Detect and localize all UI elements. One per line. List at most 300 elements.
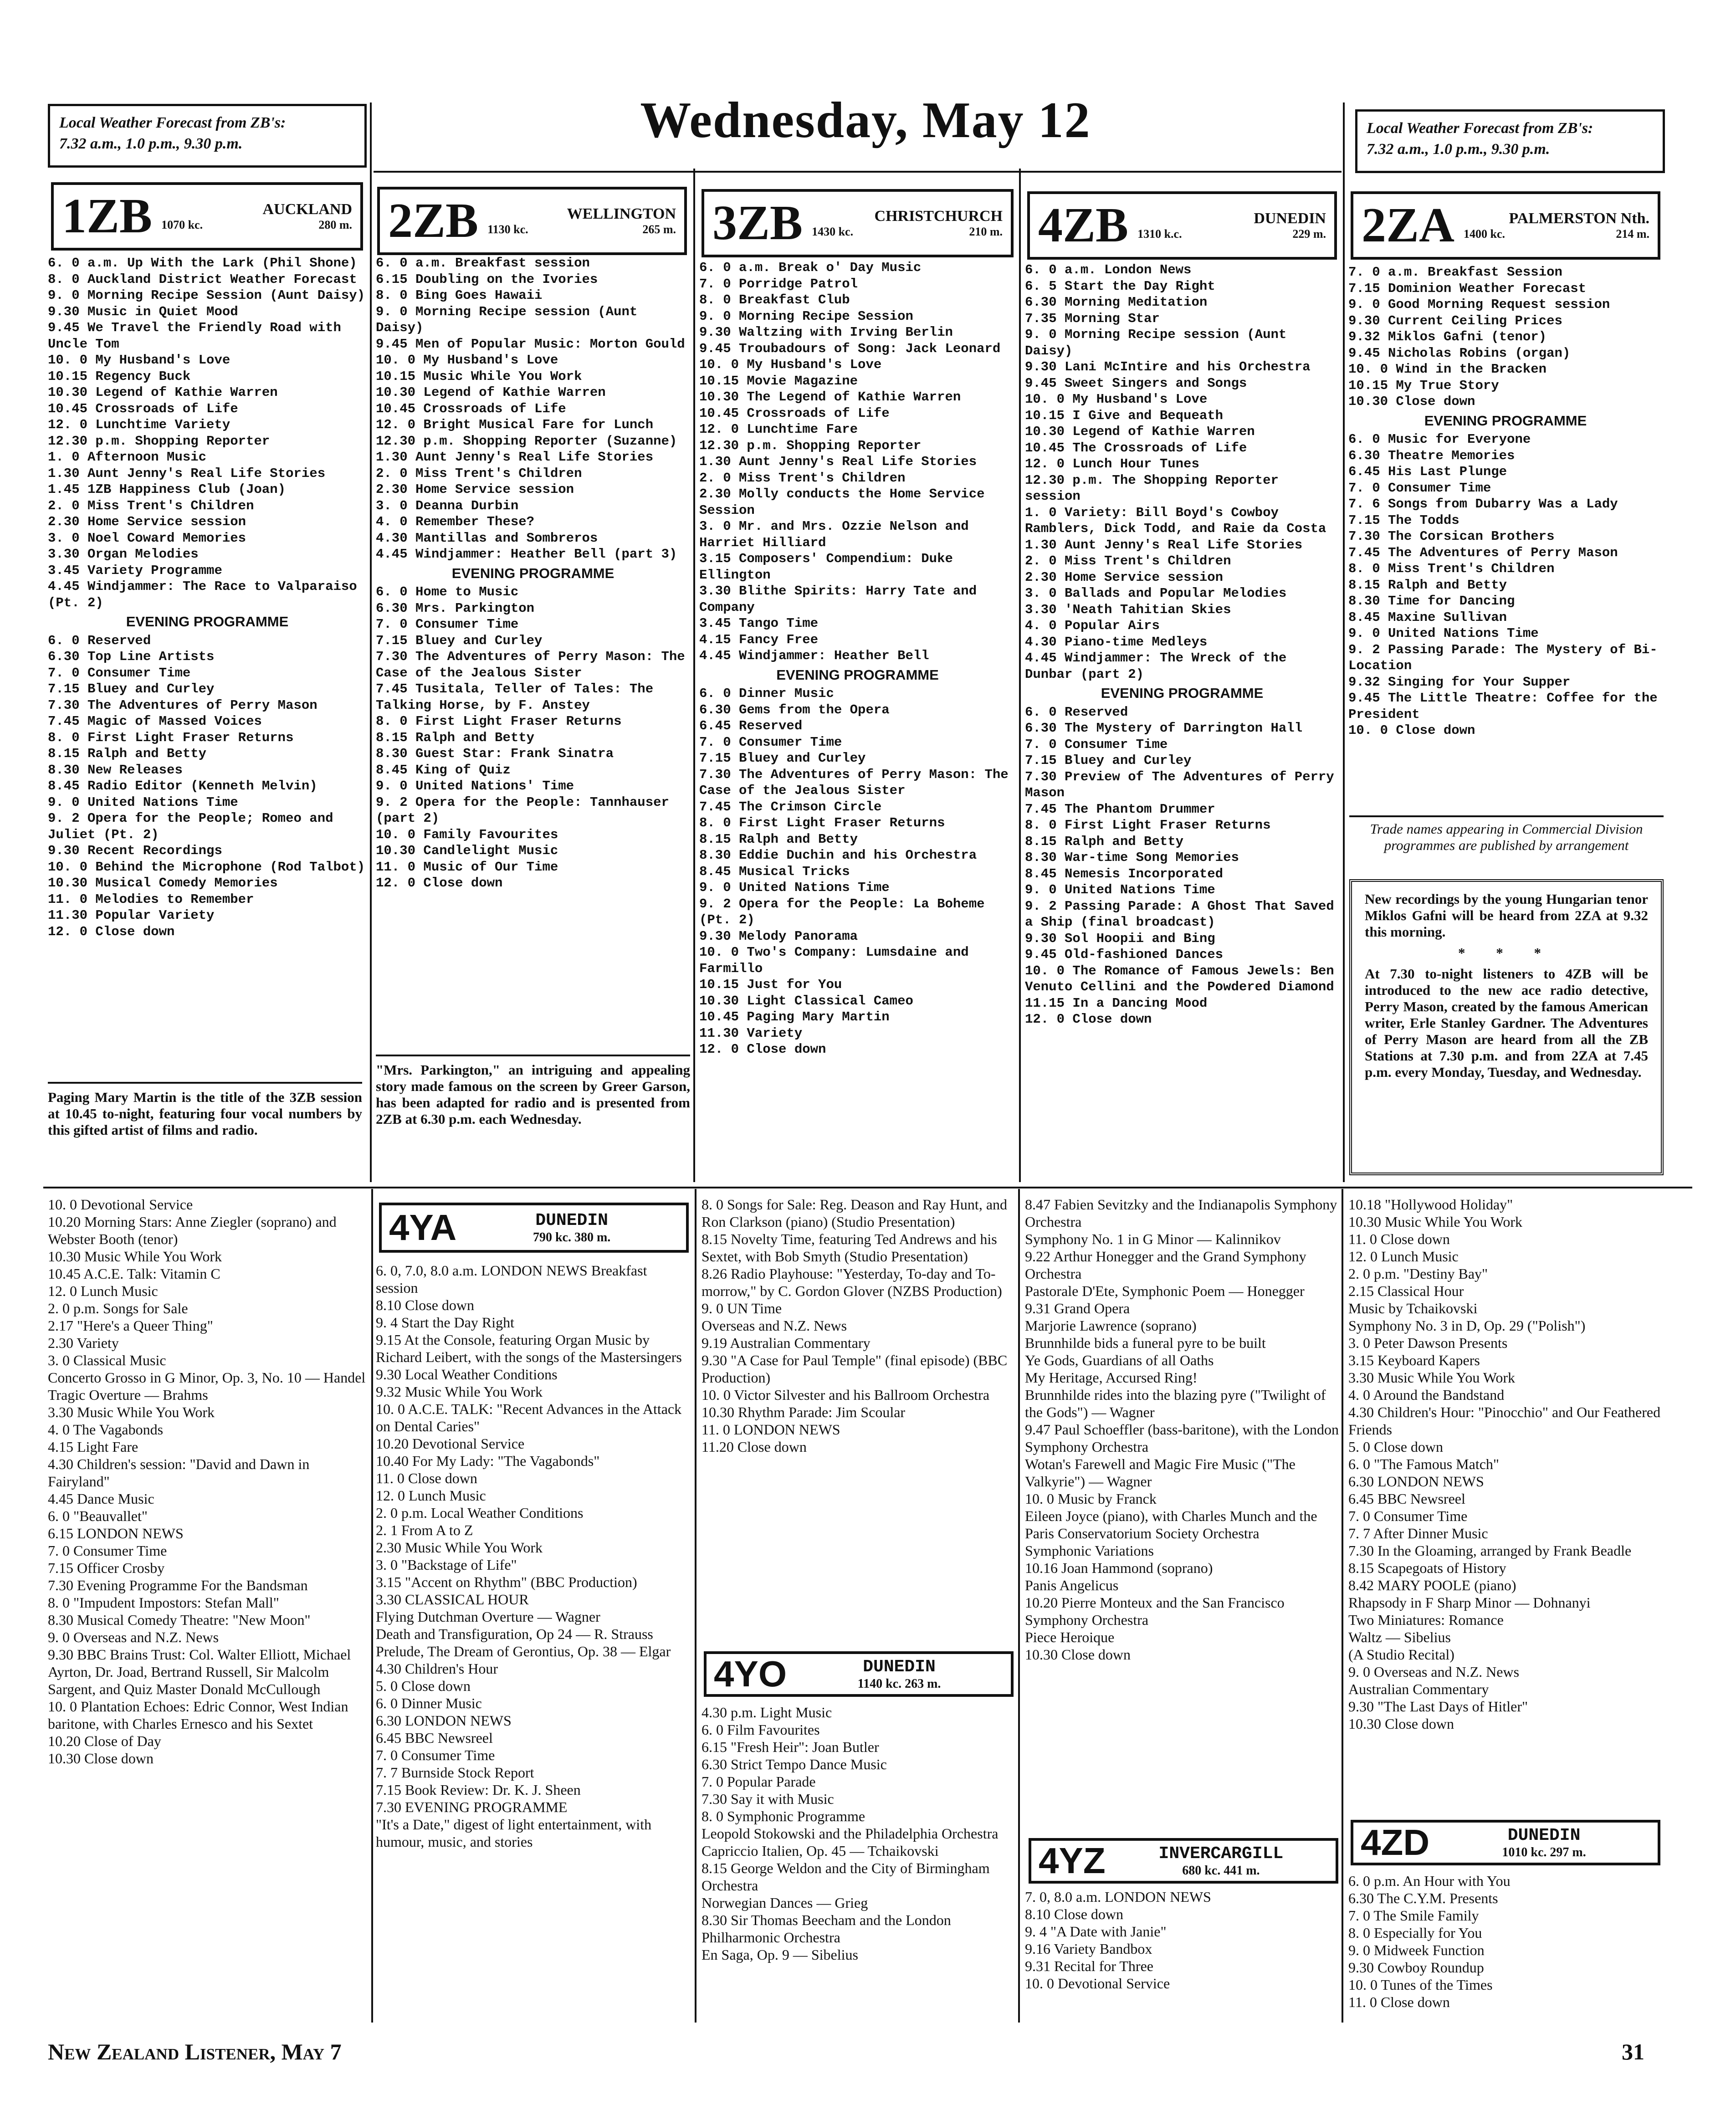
station-call: 1ZB [62, 189, 153, 243]
program-entry: 8.15 Novelty Time, featuring Ted Andrews and his Sextet, with Bob Smyth (Studio Presentation) [702, 1231, 997, 1265]
program-entry: 7.45 The Crimson Circle [699, 799, 882, 814]
program-entry: 9. 0 UN Time [702, 1300, 782, 1316]
schedule-4zb [1025, 262, 1339, 1028]
schedule-4ya [376, 1262, 690, 1850]
program-entry: 9. 0 Morning Recipe Session [699, 308, 913, 324]
program-entry: 6.30 Theatre Memories [1348, 448, 1515, 463]
program-entry: 8.30 Time for Dancing [1348, 594, 1515, 609]
program-entry: 11.15 In a Dancing Mood [1025, 995, 1208, 1011]
program-entry: 9. 0 United Nations Time [1348, 626, 1539, 641]
column-rule [1342, 1189, 1343, 2023]
station-call: 4ZD [1361, 1822, 1430, 1863]
program-entry: 3.30 Organ Melodies [48, 547, 199, 562]
program-entry: 6. 0 Dinner Music [699, 686, 834, 701]
schedule-4yo [702, 1704, 1016, 1963]
title-rule [374, 171, 1342, 173]
schedule-2za [1348, 264, 1663, 739]
program-entry: 2.17 "Here's a Queer Thing" [48, 1317, 213, 1334]
program-entry: 10. 0 Music by Franck [1025, 1490, 1157, 1507]
program-entry: 6. 0 Reserved [48, 633, 151, 648]
program-entry: 6. 0 Reserved [1025, 704, 1128, 720]
program-entry: 3.15 Keyboard Kapers [1348, 1352, 1480, 1368]
program-entry: Rhapsody in F Sharp Minor — Dohnanyi [1348, 1594, 1591, 1611]
program-entry: 4.30 Children's Hour: "Pinocchio" and Our Feathered Friends [1348, 1404, 1661, 1438]
program-entry: 2. 0 p.m. Songs for Sale [48, 1300, 188, 1316]
program-entry: 7. 0 The Smile Family [1348, 1907, 1479, 1924]
program-entry: Music by Tchaikovski [1348, 1300, 1478, 1316]
program-entry: 9.16 Variety Bandbox [1025, 1941, 1152, 1957]
program-entry: 8.30 War-time Song Memories [1025, 850, 1239, 865]
program-entry: 8. 0 Symphonic Programme [702, 1808, 865, 1824]
program-entry: 8.30 New Releases [48, 762, 183, 778]
station-header-1zb [51, 182, 363, 251]
program-entry: 12. 0 Lunchtime Fare [699, 422, 858, 437]
footer-publication: New Zealand Listener, May 7 [48, 2039, 342, 2064]
program-entry: 3. 0 Ballads and Popular Melodies [1025, 586, 1287, 601]
program-entry: 3. 0 Peter Dawson Presents [1348, 1335, 1508, 1351]
program-entry: 8. 0 First Light Fraser Returns [376, 714, 622, 729]
program-entry: 10.20 Close of Day [48, 1733, 161, 1749]
weather-box-right [1355, 109, 1665, 173]
program-entry: 5. 0 Close down [376, 1678, 471, 1694]
program-entry: 4.30 Piano-time Medleys [1025, 634, 1208, 650]
station-city: DUNEDIN [1254, 210, 1326, 227]
program-entry: 9.47 Paul Schoeffler (bass-baritone), with the London Symphony Orchestra [1025, 1421, 1339, 1455]
program-entry: 9.32 Miklos Gafni (tenor) [1348, 329, 1547, 344]
schedule-2zb [376, 255, 690, 891]
program-entry: 10.30 Light Classical Cameo [699, 993, 913, 1009]
box-paragraph: At 7.30 to-night listeners to 4ZB will be introduced to the new ace radio detective, Perry Mason, created by the famous American writer, Erle Stanley Gardner. The Adventures of Perry Mason are heard from all the ZB Stations at 7.30 p.m. and from 2ZA at 7.45 p.m. every Monday, Tuesday, and Wednesday. [1365, 966, 1648, 1080]
schedule-bottom-col3 [702, 1196, 1016, 1455]
program-entry: 8.10 Close down [1025, 1906, 1123, 1922]
program-entry: 8. 0 First Light Fraser Returns [699, 815, 945, 830]
program-entry: 12. 0 Close down [699, 1042, 826, 1057]
program-entry: 6. 0 p.m. An Hour with You [1348, 1873, 1511, 1889]
program-entry: 6. 0 Dinner Music [376, 1695, 482, 1711]
program-entry: 7.30 Evening Programme For the Bandsman [48, 1577, 308, 1593]
program-entry: 7.30 The Adventures of Perry Mason: The Case of the Jealous Sister [699, 767, 1009, 798]
program-entry: 10.45 Crossroads of Life [376, 401, 566, 416]
program-entry: 4.30 Children's session: "David and Dawn in Fairyland" [48, 1456, 310, 1490]
program-entry: 9. 4 Start the Day Right [376, 1314, 514, 1331]
program-entry: 7. 0 Consumer Time [699, 734, 842, 750]
station-freq: 1010 kc. 297 m. [1502, 1845, 1586, 1859]
station-call: 4ZB [1038, 198, 1129, 252]
note-mrs-parkington: "Mrs. Parkington," an intriguing and appealing story made famous on the screen by Greer Garson, has been adapted for radio and is presented from 2ZB at 6.30 p.m. each Wednesday. [376, 1055, 690, 1127]
weather-right-line1: Local Weather Forecast from ZB's: [1367, 120, 1593, 137]
program-entry: (A Studio Recital) [1348, 1646, 1454, 1663]
station-call: 4YZ [1039, 1840, 1106, 1881]
program-entry: 10.45 Paging Mary Martin [699, 1009, 890, 1024]
program-entry: 9. 2 Opera for the People: La Boheme (Pt. 2) [699, 896, 985, 927]
program-entry: 10.20 Morning Stars: Anne Ziegler (soprano) and Webster Booth (tenor) [48, 1214, 337, 1247]
program-entry: 9. 2 Opera for the People: Tannhauser (part 2) [376, 794, 669, 826]
program-entry: 4.45 Windjammer: The Wreck of the Dunbar (part 2) [1025, 650, 1287, 682]
station-city: DUNEDIN [535, 1210, 608, 1230]
program-entry: Symphony No. 1 in G Minor — Kalinnikov [1025, 1231, 1281, 1247]
program-entry: 8.42 MARY POOLE (piano) [1348, 1577, 1516, 1593]
program-entry: 8.30 Eddie Duchin and his Orchestra [699, 848, 977, 863]
program-entry: 9. 0 Morning Recipe session (Aunt Daisy) [1025, 327, 1287, 358]
program-entry: 7. 7 Burnside Stock Report [376, 1764, 534, 1781]
program-entry: 10. 0 Tunes of the Times [1348, 1977, 1493, 1993]
schedule-3zb [699, 260, 1016, 1058]
program-entry: 2.30 Variety [48, 1335, 119, 1351]
station-m: 280 m. [318, 218, 352, 231]
program-entry: 10. 0 My Husband's Love [376, 353, 558, 368]
program-entry: 10.30 Close down [48, 1750, 154, 1767]
program-entry: 10. 0 Wind in the Bracken [1348, 362, 1547, 377]
program-entry: 7.45 The Adventures of Perry Mason [1348, 545, 1618, 560]
program-entry: 3.30 Music While You Work [1348, 1369, 1516, 1386]
program-entry: 2.15 Classical Hour [1348, 1283, 1464, 1299]
program-entry: 10.30 The Legend of Kathie Warren [699, 389, 961, 405]
program-entry: Leopold Stokowski and the Philadelphia Orchestra [702, 1825, 999, 1842]
program-entry: 9.30 Melody Panorama [699, 928, 858, 944]
schedule-1zb [48, 255, 367, 940]
weather-left-line1: Local Weather Forecast from ZB's: [59, 114, 286, 131]
program-entry: Waltz — Sibelius [1348, 1629, 1451, 1645]
station-kc: 1310 k.c. [1137, 227, 1182, 241]
program-entry: 6.30 Strict Tempo Dance Music [702, 1756, 887, 1772]
column-rule [1343, 102, 1345, 1182]
weather-left-line2: 7.32 a.m., 1.0 p.m., 9.30 p.m. [59, 135, 243, 152]
program-entry: 9. 0 United Nations' Time [376, 778, 574, 794]
program-entry: 10. 0 My Husband's Love [1025, 392, 1208, 407]
program-entry: 4.45 Windjammer: Heather Bell (part 3) [376, 547, 677, 562]
program-entry: 9.30 BBC Brains Trust: Col. Walter Elliott, Michael Ayrton, Dr. Joad, Bertrand Russell, Sir Malcolm Sargent, and Quiz Master Donald McCullough [48, 1646, 351, 1697]
program-entry: 8.15 Ralph and Betty [1025, 834, 1184, 849]
program-entry: 6.45 BBC Newsreel [1348, 1490, 1465, 1507]
program-entry: 8.30 Guest Star: Frank Sinatra [376, 746, 614, 761]
column-rule [1019, 169, 1021, 1182]
program-entry: Brunnhilde rides into the blazing pyre ("Twilight of the Gods") — Wagner [1025, 1387, 1326, 1420]
program-entry: 1.30 Aunt Jenny's Real Life Stories [376, 450, 654, 465]
program-entry: 10.30 Close down [1348, 1716, 1454, 1732]
program-entry: 10.15 Music While You Work [376, 369, 582, 384]
program-entry: 7.30 In the Gloaming, arranged by Frank Beadle [1348, 1542, 1632, 1559]
program-entry: 10.15 Movie Magazine [699, 373, 858, 389]
evening-programme-heading: EVENING PROGRAMME [1101, 685, 1264, 701]
program-entry: 8. 0 Bing Goes Hawaii [376, 288, 543, 303]
program-entry: 10.30 Musical Comedy Memories [48, 876, 278, 891]
program-entry: 2.30 Home Service session [1025, 569, 1224, 585]
program-entry: 8.15 George Weldon and the City of Birmingham Orchestra [702, 1860, 990, 1894]
program-entry: 2.30 Home Service session [376, 482, 574, 497]
program-entry: "It's a Date," digest of light entertainment, with humour, music, and stories [376, 1816, 652, 1850]
program-entry: 12.30 p.m. The Shopping Reporter session [1025, 472, 1279, 504]
program-entry: 6.15 "Fresh Heir": Joan Butler [702, 1739, 879, 1755]
program-entry: 2.30 Music While You Work [376, 1539, 543, 1556]
program-entry: 7. 0 Consumer Time [1348, 1508, 1468, 1524]
station-m: 265 m. [642, 223, 676, 236]
program-entry: 7.15 Bluey and Curley [376, 633, 543, 648]
program-entry: 3.15 "Accent on Rhythm" (BBC Production) [376, 1574, 637, 1590]
program-entry: Concerto Grosso in G Minor, Op. 3, No. 10 — Handel [48, 1369, 366, 1386]
program-entry: 6. 0 Film Favourites [702, 1721, 820, 1738]
program-entry: 8.45 Musical Tricks [699, 864, 850, 879]
program-entry: 3.30 Music While You Work [48, 1404, 215, 1420]
program-entry: 8. 0 "Impudent Impostors: Stefan Mall" [48, 1594, 279, 1611]
program-entry: 8.30 Sir Thomas Beecham and the London Philharmonic Orchestra [702, 1912, 951, 1946]
program-entry: 10.18 "Hollywood Holiday" [1348, 1196, 1513, 1213]
program-entry: Piece Heroique [1025, 1629, 1115, 1645]
station-call: 4YA [389, 1207, 457, 1248]
program-entry: 10. 0 Behind the Microphone (Rod Talbot) [48, 859, 365, 875]
program-entry: 10.30 Close down [1025, 1646, 1131, 1663]
program-entry: 9.45 Old-fashioned Dances [1025, 947, 1224, 962]
program-entry: 2. 0 Miss Trent's Children [699, 470, 906, 486]
program-entry: Wotan's Farewell and Magic Fire Music ("The Valkyrie") — Wagner [1025, 1456, 1296, 1490]
program-entry: 8. 0 Breakfast Club [699, 292, 850, 307]
program-entry: 4.45 Windjammer: The Race to Valparaiso (Pt. 2) [48, 579, 357, 610]
station-call: 4YO [714, 1654, 787, 1694]
program-entry: 4.30 Children's Hour [376, 1660, 498, 1677]
program-entry: 6.30 Gems from the Opera [699, 702, 890, 717]
program-entry: 9. 0 United Nations Time [48, 794, 238, 810]
program-entry: 4. 0 Popular Airs [1025, 618, 1160, 633]
program-entry: 3. 0 Noel Coward Memories [48, 530, 246, 546]
program-entry: 9. 0 United Nations Time [1025, 882, 1215, 897]
program-entry: 4.45 Windjammer: Heather Bell [699, 648, 929, 663]
program-entry: 2. 0 p.m. Local Weather Conditions [376, 1505, 584, 1521]
program-entry: 9.32 Singing for Your Supper [1348, 674, 1571, 690]
program-entry: 6. 0, 7.0, 8.0 a.m. LONDON NEWS Breakfast session [376, 1262, 647, 1296]
program-entry: 9.30 Music in Quiet Mood [48, 304, 238, 319]
program-entry: 8.15 Scapegoats of History [1348, 1560, 1506, 1576]
program-entry: 10.45 The Crossroads of Life [1025, 440, 1247, 456]
station-header-4ya [379, 1203, 689, 1253]
station-m: 229 m. [1292, 227, 1326, 241]
program-entry: 7.45 Tusitala, Teller of Tales: The Talking Horse, by F. Anstey [376, 681, 654, 713]
program-entry: 10.45 Crossroads of Life [48, 401, 238, 416]
weather-box-left [48, 104, 367, 168]
program-entry: Symphony No. 3 in D, Op. 29 ("Polish") [1348, 1317, 1586, 1334]
program-entry: 12.30 p.m. Shopping Reporter (Suzanne) [376, 433, 677, 449]
program-entry: 6.30 Top Line Artists [48, 649, 215, 664]
column-rule [693, 169, 695, 1182]
station-city: CHRISTCHURCH [874, 208, 1003, 225]
program-entry: 10.30 Music While You Work [48, 1248, 222, 1265]
station-freq: 1140 kc. 263 m. [857, 1676, 941, 1691]
station-city: INVERCARGILL [1158, 1844, 1284, 1864]
program-entry: 4. 0 The Vagabonds [48, 1421, 164, 1438]
program-entry: 9. 2 Passing Parade: A Ghost That Saved a Ship (final broadcast) [1025, 898, 1334, 930]
program-entry: 7. 0 Popular Parade [702, 1773, 816, 1790]
program-entry: 7.30 Preview of The Adventures of Perry Mason [1025, 769, 1334, 800]
program-entry: 2. 1 From A to Z [376, 1522, 473, 1538]
page-title: Wednesday, May 12 [640, 92, 1091, 149]
station-m: 214 m. [1616, 227, 1649, 241]
program-entry: 4.15 Light Fare [48, 1439, 138, 1455]
program-entry: 9.30 "A Case for Paul Temple" (final episode) (BBC Production) [702, 1352, 1008, 1386]
program-entry: 10.45 A.C.E. Talk: Vitamin C [48, 1265, 220, 1282]
program-entry: 12.30 p.m. Shopping Reporter [699, 438, 922, 453]
station-city: WELLINGTON [567, 205, 676, 222]
program-entry: 7. 0 Consumer Time [48, 665, 191, 681]
program-entry: 2. 0 Miss Trent's Children [376, 466, 582, 481]
station-call: 3ZB [712, 196, 803, 250]
weather-right-line2: 7.32 a.m., 1.0 p.m., 9.30 p.m. [1367, 141, 1550, 158]
program-entry: 7.15 Officer Crosby [48, 1560, 165, 1576]
program-entry: 3.30 Blithe Spirits: Harry Tate and Company [699, 584, 977, 615]
perry-mason-box [1349, 879, 1664, 1175]
program-entry: 11. 0 Close down [1348, 1994, 1450, 2010]
station-header-4zb [1027, 191, 1337, 260]
schedule-bottom-col5 [1348, 1196, 1663, 1732]
program-entry: 3. 0 Mr. and Mrs. Ozzie Nelson and Harriet Hilliard [699, 519, 969, 550]
program-entry: 9.45 Men of Popular Music: Morton Gould [376, 336, 685, 352]
station-header-2zb [377, 187, 687, 255]
station-city: DUNEDIN [863, 1657, 936, 1677]
program-entry: 1.30 Aunt Jenny's Real Life Stories [48, 466, 326, 481]
program-entry: 9. 0 Morning Recipe Session (Aunt Daisy) [48, 288, 365, 303]
program-entry: 9. 0 Midweek Function [1348, 1942, 1485, 1958]
program-entry: 10.45 Crossroads of Life [699, 405, 890, 421]
program-entry: Capriccio Italien, Op. 45 — Tchaikovski [702, 1843, 939, 1859]
program-entry: 10.30 Music While You Work [1348, 1214, 1523, 1230]
program-entry: 10.15 I Give and Bequeath [1025, 408, 1224, 423]
program-entry: 3. 0 Classical Music [48, 1352, 166, 1368]
program-entry: 7. 0 Consumer Time [1025, 737, 1168, 752]
program-entry: 9.30 "The Last Days of Hitler" [1348, 1698, 1528, 1715]
station-kc: 1430 kc. [812, 225, 854, 238]
program-entry: 10. 0 My Husband's Love [699, 357, 882, 372]
program-entry: 9.30 Lani McIntire and his Orchestra [1025, 359, 1311, 374]
program-entry: 9.45 Nicholas Robins (organ) [1348, 345, 1571, 361]
program-entry: 8.15 Ralph and Betty [48, 746, 207, 761]
page-number: 31 [1622, 2039, 1644, 2064]
program-entry: 7.15 Dominion Weather Forecast [1348, 281, 1587, 296]
program-entry: 9.30 Local Weather Conditions [376, 1366, 558, 1383]
station-city: PALMERSTON Nth. [1509, 210, 1649, 227]
program-entry: 7. 0 Consumer Time [376, 1747, 495, 1763]
station-freq: 680 kc. 441 m. [1182, 1863, 1260, 1878]
program-entry: 9.30 Current Ceiling Prices [1348, 313, 1562, 328]
program-entry: 8. 0 Auckland District Weather Forecast [48, 271, 357, 287]
program-entry: 9.45 Troubadours of Song: Jack Leonard [699, 341, 1001, 356]
program-entry: 10.15 My True Story [1348, 378, 1499, 393]
program-entry: 11. 0 LONDON NEWS [702, 1421, 840, 1438]
program-entry: 9.30 Waltzing with Irving Berlin [699, 325, 953, 340]
station-m: 210 m. [969, 225, 1003, 238]
program-entry: 3.30 CLASSICAL HOUR [376, 1591, 529, 1608]
program-entry: 9. 2 Opera for the People; Romeo and Juliet (Pt. 2) [48, 811, 333, 842]
program-entry: 12. 0 Close down [1025, 1012, 1152, 1027]
program-entry: 4.30 p.m. Light Music [702, 1704, 832, 1721]
program-entry: 6. 0 Music for Everyone [1348, 432, 1531, 447]
column-rule [1018, 1189, 1020, 2023]
program-entry: 12. 0 Lunch Hour Tunes [1025, 456, 1199, 471]
program-entry: 6.30 Morning Meditation [1025, 295, 1208, 310]
program-entry: 11.20 Close down [702, 1439, 807, 1455]
program-entry: 9. 0 Overseas and N.Z. News [48, 1629, 219, 1645]
program-entry: 8. 0 First Light Fraser Returns [48, 730, 294, 745]
box-stars: * * * [1458, 945, 1555, 961]
program-entry: 9.32 Music While You Work [376, 1383, 543, 1400]
program-entry: 10. 0 My Husband's Love [48, 353, 230, 368]
program-entry: 12. 0 Close down [48, 924, 175, 939]
program-entry: 1. 0 Afternoon Music [48, 450, 207, 465]
program-entry: 6.15 Doubling on the Ivories [376, 271, 598, 287]
station-call: 2ZA [1362, 198, 1455, 252]
program-entry: En Saga, Op. 9 — Sibelius [702, 1946, 858, 1963]
program-entry: 6.30 The Mystery of Darrington Hall [1025, 721, 1303, 736]
program-entry: 8. 0 Especially for You [1348, 1925, 1482, 1941]
program-entry: 8.47 Fabien Sevitzky and the Indianapolis Symphony Orchestra [1025, 1196, 1337, 1230]
program-entry: 9. 0 Good Morning Request session [1348, 297, 1610, 312]
program-entry: 8.15 Ralph and Betty [699, 831, 858, 847]
column-rule [695, 1189, 696, 2023]
program-entry: Flying Dutchman Overture — Wagner [376, 1608, 600, 1625]
program-entry: My Heritage, Accursed Ring! [1025, 1369, 1198, 1386]
program-entry: 6.45 BBC Newsreel [376, 1730, 493, 1746]
program-entry: 8.45 Radio Editor (Kenneth Melvin) [48, 778, 317, 794]
program-entry: Death and Transfiguration, Op 24 — R. Strauss [376, 1626, 653, 1642]
program-entry: 11. 0 Close down [1348, 1231, 1450, 1247]
program-entry: 7.30 The Adventures of Perry Mason: The Case of the Jealous Sister [376, 649, 685, 681]
program-entry: 7. 0, 8.0 a.m. LONDON NEWS [1025, 1889, 1211, 1905]
program-entry: Prelude, The Dream of Gerontius, Op. 38 — Elgar [376, 1643, 671, 1659]
program-entry: 7.15 Bluey and Curley [699, 751, 866, 766]
program-entry: 4. 0 Remember These? [376, 514, 535, 529]
station-kc: 1070 kc. [161, 218, 203, 231]
section-rule [43, 1187, 1692, 1188]
program-entry: 7.30 EVENING PROGRAMME [376, 1799, 568, 1815]
program-entry: 9. 2 Passing Parade: The Mystery of Bi-Location [1348, 642, 1658, 673]
program-entry: 9.19 Australian Commentary [702, 1335, 871, 1351]
program-entry: 11. 0 Close down [376, 1470, 477, 1486]
program-entry: 1. 0 Variety: Bill Boyd's Cowboy Ramblers, Dick Todd, and Raie da Costa [1025, 505, 1326, 536]
program-entry: 10.40 For My Lady: "The Vagabonds" [376, 1453, 600, 1469]
program-entry: 3. 0 "Backstage of Life" [376, 1557, 517, 1573]
station-city: DUNEDIN [1507, 1825, 1581, 1845]
program-entry: Pastorale D'Ete, Symphonic Poem — Honegger [1025, 1283, 1305, 1299]
station-call: 2ZB [388, 194, 479, 248]
program-entry: 10. 0 Two's Company: Lumsdaine and Farmillo [699, 945, 969, 976]
program-entry: 9. 0 Overseas and N.Z. News [1348, 1664, 1520, 1680]
program-entry: 7.30 The Corsican Brothers [1348, 529, 1555, 544]
schedule-bottom-col1 [48, 1196, 367, 1767]
program-entry: 7.15 The Todds [1348, 512, 1459, 528]
program-entry: 8.45 King of Quiz [376, 762, 511, 778]
program-entry: 12.30 p.m. Shopping Reporter [48, 433, 270, 449]
program-entry: 11. 0 Music of Our Time [376, 859, 558, 875]
station-kc: 1400 kc. [1464, 227, 1506, 241]
program-entry: 7.35 Morning Star [1025, 311, 1160, 326]
program-entry: 4. 0 Around the Bandstand [1348, 1387, 1505, 1403]
program-entry: 10.20 Pierre Monteux and the San Francisco Symphony Orchestra [1025, 1594, 1285, 1628]
program-entry: 10. 0 Devotional Service [48, 1196, 193, 1213]
column-rule [371, 1189, 373, 2023]
program-entry: 1.30 Aunt Jenny's Real Life Stories [699, 454, 977, 469]
program-entry: 7.15 Book Review: Dr. K. J. Sheen [376, 1782, 581, 1798]
program-entry: 8.45 Nemesis Incorporated [1025, 866, 1224, 881]
program-entry: Symphonic Variations [1025, 1542, 1154, 1559]
program-entry: 9. 0 United Nations Time [699, 880, 890, 895]
program-entry: 4.30 Mantillas and Sombreros [376, 530, 598, 546]
program-entry: 9.45 We Travel the Friendly Road with Uncle Tom [48, 320, 341, 352]
program-entry: 6. 0 "The Famous Match" [1348, 1456, 1499, 1472]
program-entry: 6. 0 "Beauvallet" [48, 1508, 148, 1524]
program-entry: 10.30 Rhythm Parade: Jim Scoular [702, 1404, 906, 1420]
program-entry: 9. 0 Morning Recipe session (Aunt Daisy) [376, 304, 638, 335]
program-entry: Ye Gods, Guardians of all Oaths [1025, 1352, 1214, 1368]
schedule-4zd [1348, 1872, 1663, 2011]
program-entry: 8.26 Radio Playhouse: "Yesterday, To-day and To-morrow," by C. Gordon Glover (NZBS Production) [702, 1265, 1002, 1299]
program-entry: 12. 0 Lunch Music [1348, 1248, 1459, 1265]
program-entry: Eileen Joyce (piano), with Charles Munch and the Paris Conservatorium Society Orchestra [1025, 1508, 1317, 1541]
